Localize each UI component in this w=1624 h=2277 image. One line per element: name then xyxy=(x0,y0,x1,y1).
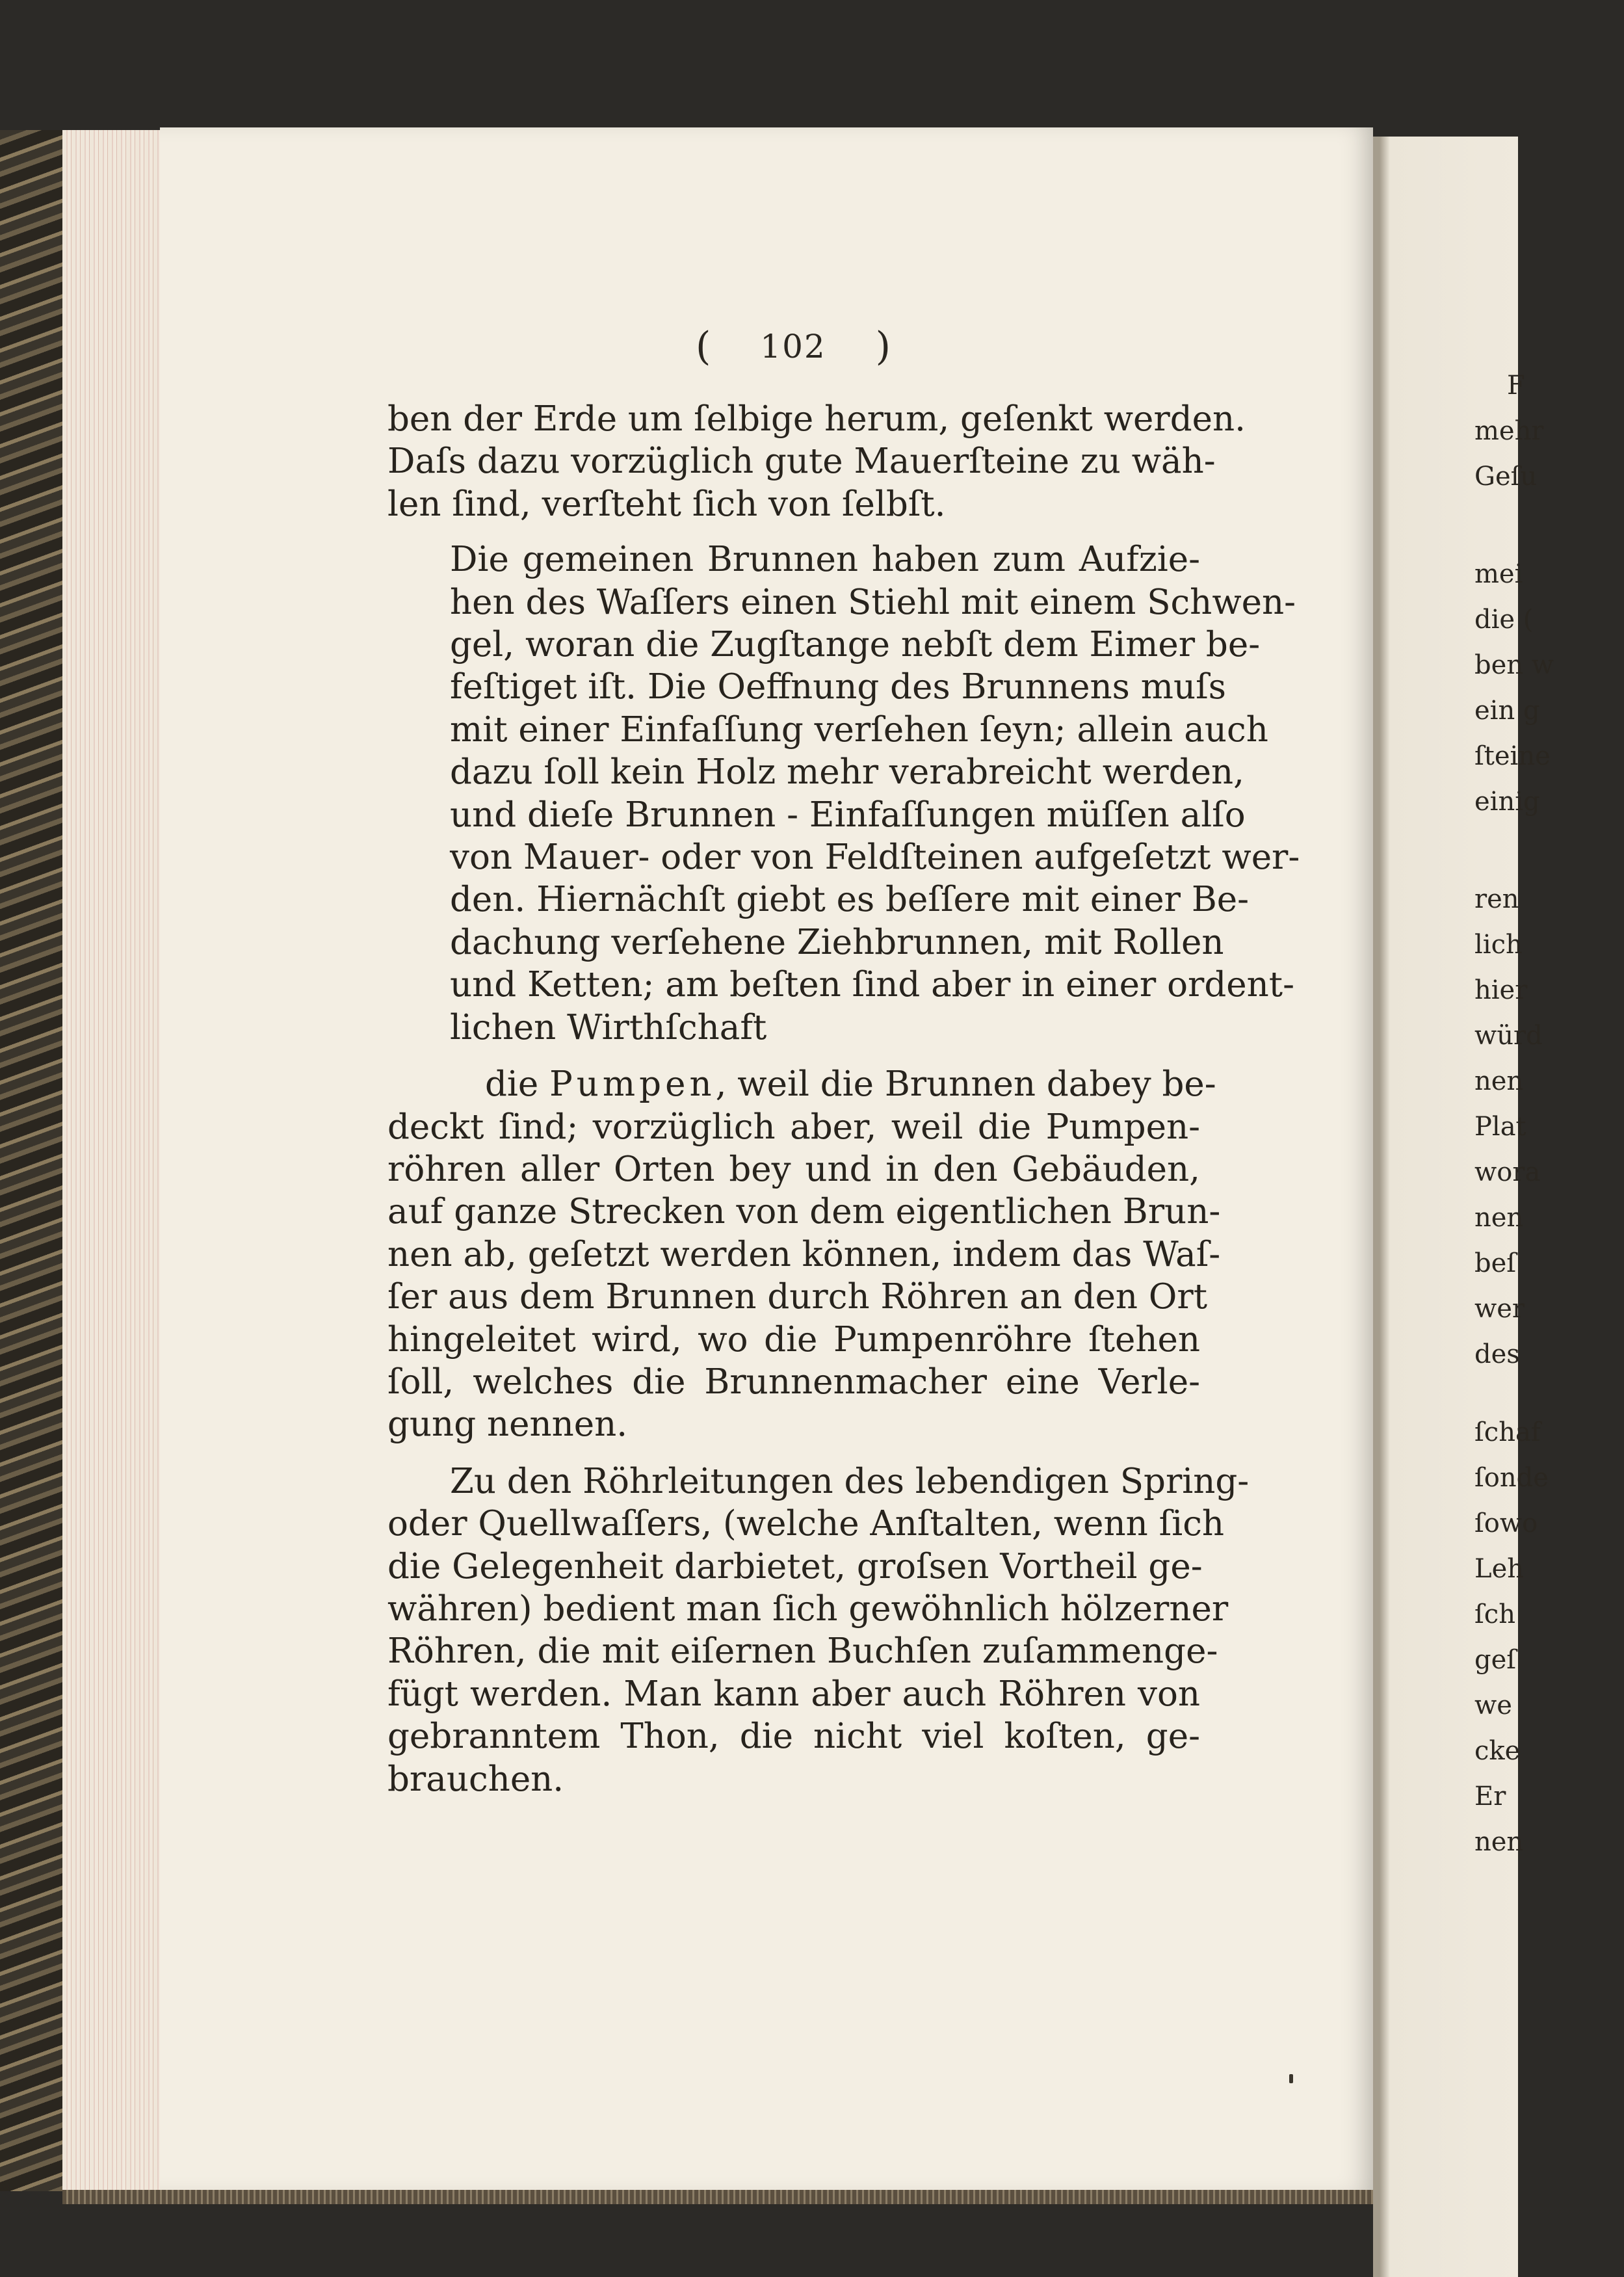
facing-page-fragment: cke xyxy=(1474,1736,1521,1766)
facing-page-fragment: ſowo xyxy=(1474,1508,1538,1538)
text-line: deckt ſind; vorzüglich aber, weil die Pumpen- xyxy=(387,1107,1200,1147)
facing-page-fragment: nen xyxy=(1474,1203,1524,1233)
text-line: fügt werden. Man kann aber auch Röhren von xyxy=(387,1674,1200,1714)
facing-page-fragment: einig xyxy=(1474,787,1540,817)
facing-page-fragment: Plat xyxy=(1474,1112,1526,1142)
paragraph-2 xyxy=(387,538,1300,1049)
text-line: feſtiget iſt. Die Oeffnung des Brunnens muſs xyxy=(450,667,1226,707)
paragraph-1 xyxy=(387,398,1246,525)
text-line: und dieſe Brunnen - Einfaſſungen müſſen alſo xyxy=(450,795,1246,835)
text-line: Die gemeinen Brunnen haben zum Aufzie- xyxy=(450,540,1200,580)
lead-after: , weil die Brunnen dabey be- xyxy=(715,1064,1216,1105)
facing-page-fragment: Leh xyxy=(1474,1554,1524,1584)
text-line: Daſs dazu vorzüglich gute Mauerſteine zu wäh- xyxy=(387,441,1216,482)
facing-page-fragment: wora xyxy=(1474,1157,1541,1187)
paragraph-4 xyxy=(387,1460,1250,1800)
facing-page-fragment: beſ xyxy=(1474,1248,1517,1278)
facing-page-fragment: die ( xyxy=(1474,605,1534,635)
facing-page-fragment: ſch xyxy=(1474,1599,1515,1629)
text-line: währen) bedient man ſich gewöhnlich hölzerner xyxy=(387,1588,1229,1629)
body-text xyxy=(387,398,1300,1800)
facing-page-fragment: geſ xyxy=(1474,1645,1517,1675)
facing-page-fragment: des xyxy=(1474,1339,1520,1369)
text-line: gebranntem Thon, die nicht viel koſten, ge- xyxy=(387,1717,1200,1757)
facing-page-fragment: mei xyxy=(1474,559,1523,589)
facing-page-fragment: we xyxy=(1474,1691,1512,1720)
text-line: die Gelegenheit darbietet, groſsen Vortheil ge- xyxy=(387,1546,1203,1586)
facing-page-fragment: ſteine xyxy=(1474,741,1551,771)
facing-page-fragment: wer xyxy=(1474,1294,1525,1324)
facing-page-fragment: lich xyxy=(1474,930,1523,960)
facing-page-fragment: ſchaf xyxy=(1474,1417,1541,1447)
text-line: auf ganze Strecken von dem eigentlichen Brun- xyxy=(387,1192,1221,1232)
paren-close: ) xyxy=(875,324,891,369)
facing-page-fragment: ſonde xyxy=(1474,1463,1549,1493)
text-line: von Mauer- oder von Feldſteinen aufgeſetzt wer- xyxy=(450,837,1300,878)
text-line: lichen Wirthſchaft xyxy=(450,1007,767,1047)
page-edges xyxy=(62,130,160,2191)
paren-open: ( xyxy=(696,324,711,369)
text-line: brauchen. xyxy=(387,1759,564,1799)
facing-page-fragment: ein g xyxy=(1474,696,1540,726)
text-line: röhren aller Orten bey und in den Gebäuden, xyxy=(387,1149,1200,1189)
page-number: 102 xyxy=(760,328,826,365)
text-line: Zu den Röhrleitungen des lebendigen Spring- xyxy=(450,1461,1250,1501)
book-cover-left xyxy=(0,130,65,2191)
emphasized-word: Pumpen xyxy=(549,1064,716,1105)
facing-page-fragment: F xyxy=(1507,371,1525,401)
text-line: gel, woran die Zugſtange nebſt dem Eimer be- xyxy=(450,625,1261,665)
text-line: len ſind, verſteht ſich von ſelbſt. xyxy=(387,484,946,524)
text-line: ſoll, welches die Brunnenmacher eine Verle- xyxy=(387,1362,1200,1402)
text-line: dachung verſehene Ziehbrunnen, mit Rollen xyxy=(450,922,1224,962)
facing-page-fragment: würd xyxy=(1474,1021,1543,1051)
facing-page-fragment: Er xyxy=(1474,1782,1506,1811)
text-line: mit einer Einfaſſung verſehen ſeyn; allein auch xyxy=(450,709,1268,750)
facing-page-fragment: ren xyxy=(1474,884,1519,914)
text-line: gung nennen. xyxy=(387,1404,628,1445)
text-line: den. Hiernächſt giebt es beſſere mit einer Be- xyxy=(450,880,1250,920)
text-line: ſer aus dem Brunnen durch Röhren an den Ort xyxy=(387,1277,1208,1317)
facing-page-fragment: nen xyxy=(1474,1066,1524,1096)
facing-page-fragment: Geſu xyxy=(1474,462,1538,492)
page-header xyxy=(696,324,891,369)
text-line: oder Quellwaſſers, (welche Anſtalten, wenn ſich xyxy=(387,1504,1225,1544)
facing-page-fragment: mehr xyxy=(1474,416,1544,446)
paragraph-3 xyxy=(387,1063,1221,1446)
ink-mark xyxy=(1289,2074,1293,2083)
facing-page-fragment: hier xyxy=(1474,975,1528,1005)
facing-page-fragment: ben w xyxy=(1474,650,1554,680)
text-line: ben der Erde um ſelbige herum, geſenkt werden. xyxy=(387,399,1246,439)
lead-before: die xyxy=(485,1064,550,1105)
text-line: nen ab, geſetzt werden können, indem das Waſ- xyxy=(387,1234,1221,1274)
text-line: hen des Waſſers einen Stiehl mit einem Schwen- xyxy=(450,582,1296,622)
book-bottom-edge xyxy=(62,2190,1373,2204)
text-line xyxy=(387,1063,1216,1105)
text-line: und Ketten; am beſten ſind aber in einer ordent- xyxy=(450,965,1294,1005)
text-line: Röhren, die mit eiſernen Buchſen zuſammenge- xyxy=(387,1631,1218,1672)
facing-page-fragment: nen xyxy=(1474,1827,1524,1857)
text-line: hingeleitet wird, wo die Pumpenröhre ſtehen xyxy=(387,1319,1200,1360)
text-line: dazu ſoll kein Holz mehr verabreicht werden, xyxy=(450,752,1245,793)
